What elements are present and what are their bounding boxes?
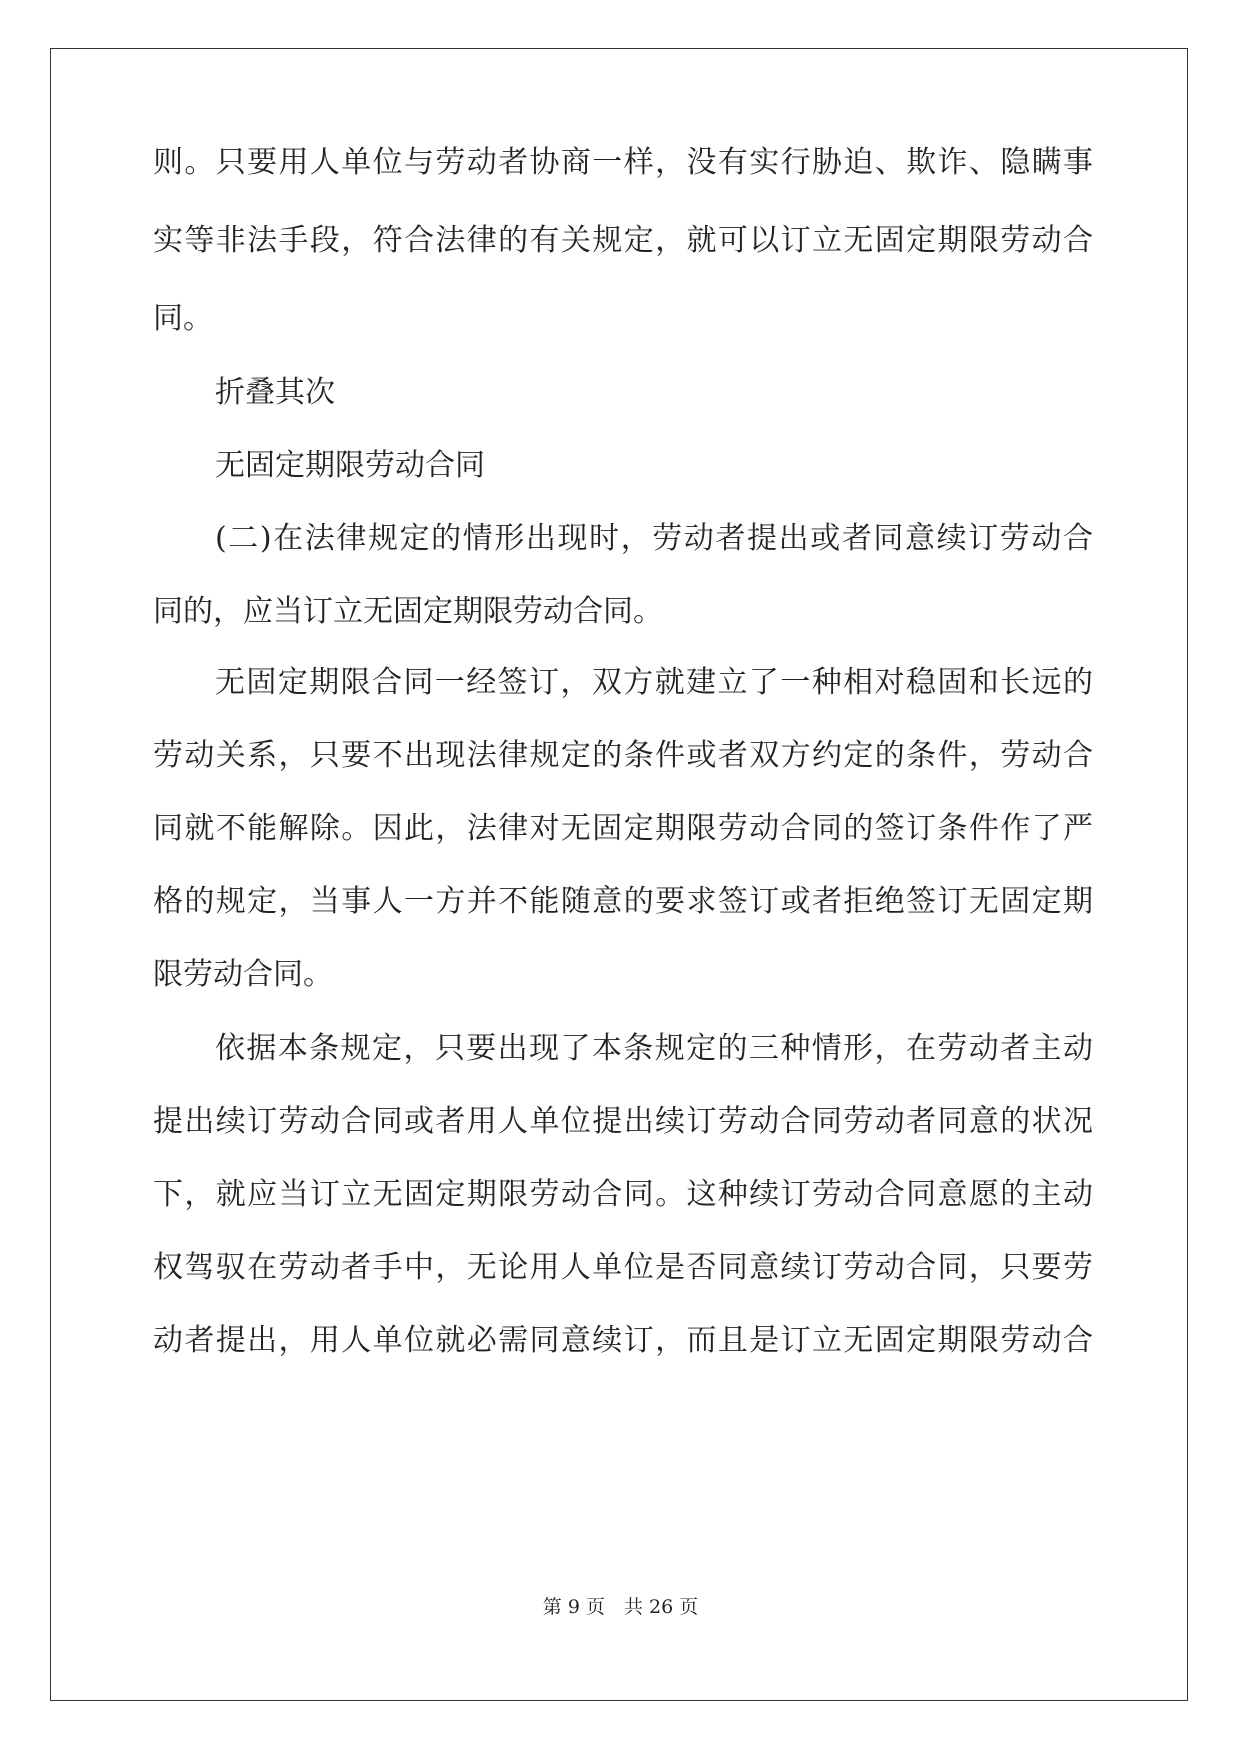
text-line-17: 动者提出，用人单位就必需同意续订，而且是订立无固定期限劳动合 <box>153 1323 1093 1358</box>
text-line-11: 格的规定，当事人一方并不能随意的要求签订或者拒绝签订无固定期 <box>153 884 1093 919</box>
section-subheading: 无固定期限劳动合同 <box>215 448 485 483</box>
text-line-13: 依据本条规定，只要出现了本条规定的三种情形，在劳动者主动 <box>215 1031 1093 1066</box>
text-line-1: 则。只要用人单位与劳动者协商一样，没有实行胁迫、欺诈、隐瞒事 <box>153 145 1093 180</box>
text-line-14: 提出续订劳动合同或者用人单位提出续订劳动合同劳动者同意的状况 <box>153 1104 1093 1139</box>
page-number: 第 9 页 共 26 页 <box>542 1596 699 1618</box>
text-line-3: 同。 <box>153 301 213 336</box>
section-heading: 折叠其次 <box>215 375 335 410</box>
text-line-8: 无固定期限合同一经签订，双方就建立了一种相对稳固和长远的 <box>215 665 1093 700</box>
page-border <box>50 48 1188 1701</box>
text-line-10: 同就不能解除。因此，法律对无固定期限劳动合同的签订条件作了严 <box>153 811 1093 846</box>
text-line-9: 劳动关系，只要不出现法律规定的条件或者双方约定的条件，劳动合 <box>153 738 1093 773</box>
text-line-15: 下，就应当订立无固定期限劳动合同。这种续订劳动合同意愿的主动 <box>153 1177 1093 1212</box>
text-line-2: 实等非法手段，符合法律的有关规定，就可以订立无固定期限劳动合 <box>153 223 1093 258</box>
text-line-12: 限劳动合同。 <box>153 957 333 992</box>
text-line-7: 同的，应当订立无固定期限劳动合同。 <box>153 594 663 629</box>
text-line-16: 权驾驭在劳动者手中，无论用人单位是否同意续订劳动合同，只要劳 <box>153 1250 1093 1285</box>
text-line-6: (二)在法律规定的情形出现时，劳动者提出或者同意续订劳动合 <box>215 521 1093 556</box>
